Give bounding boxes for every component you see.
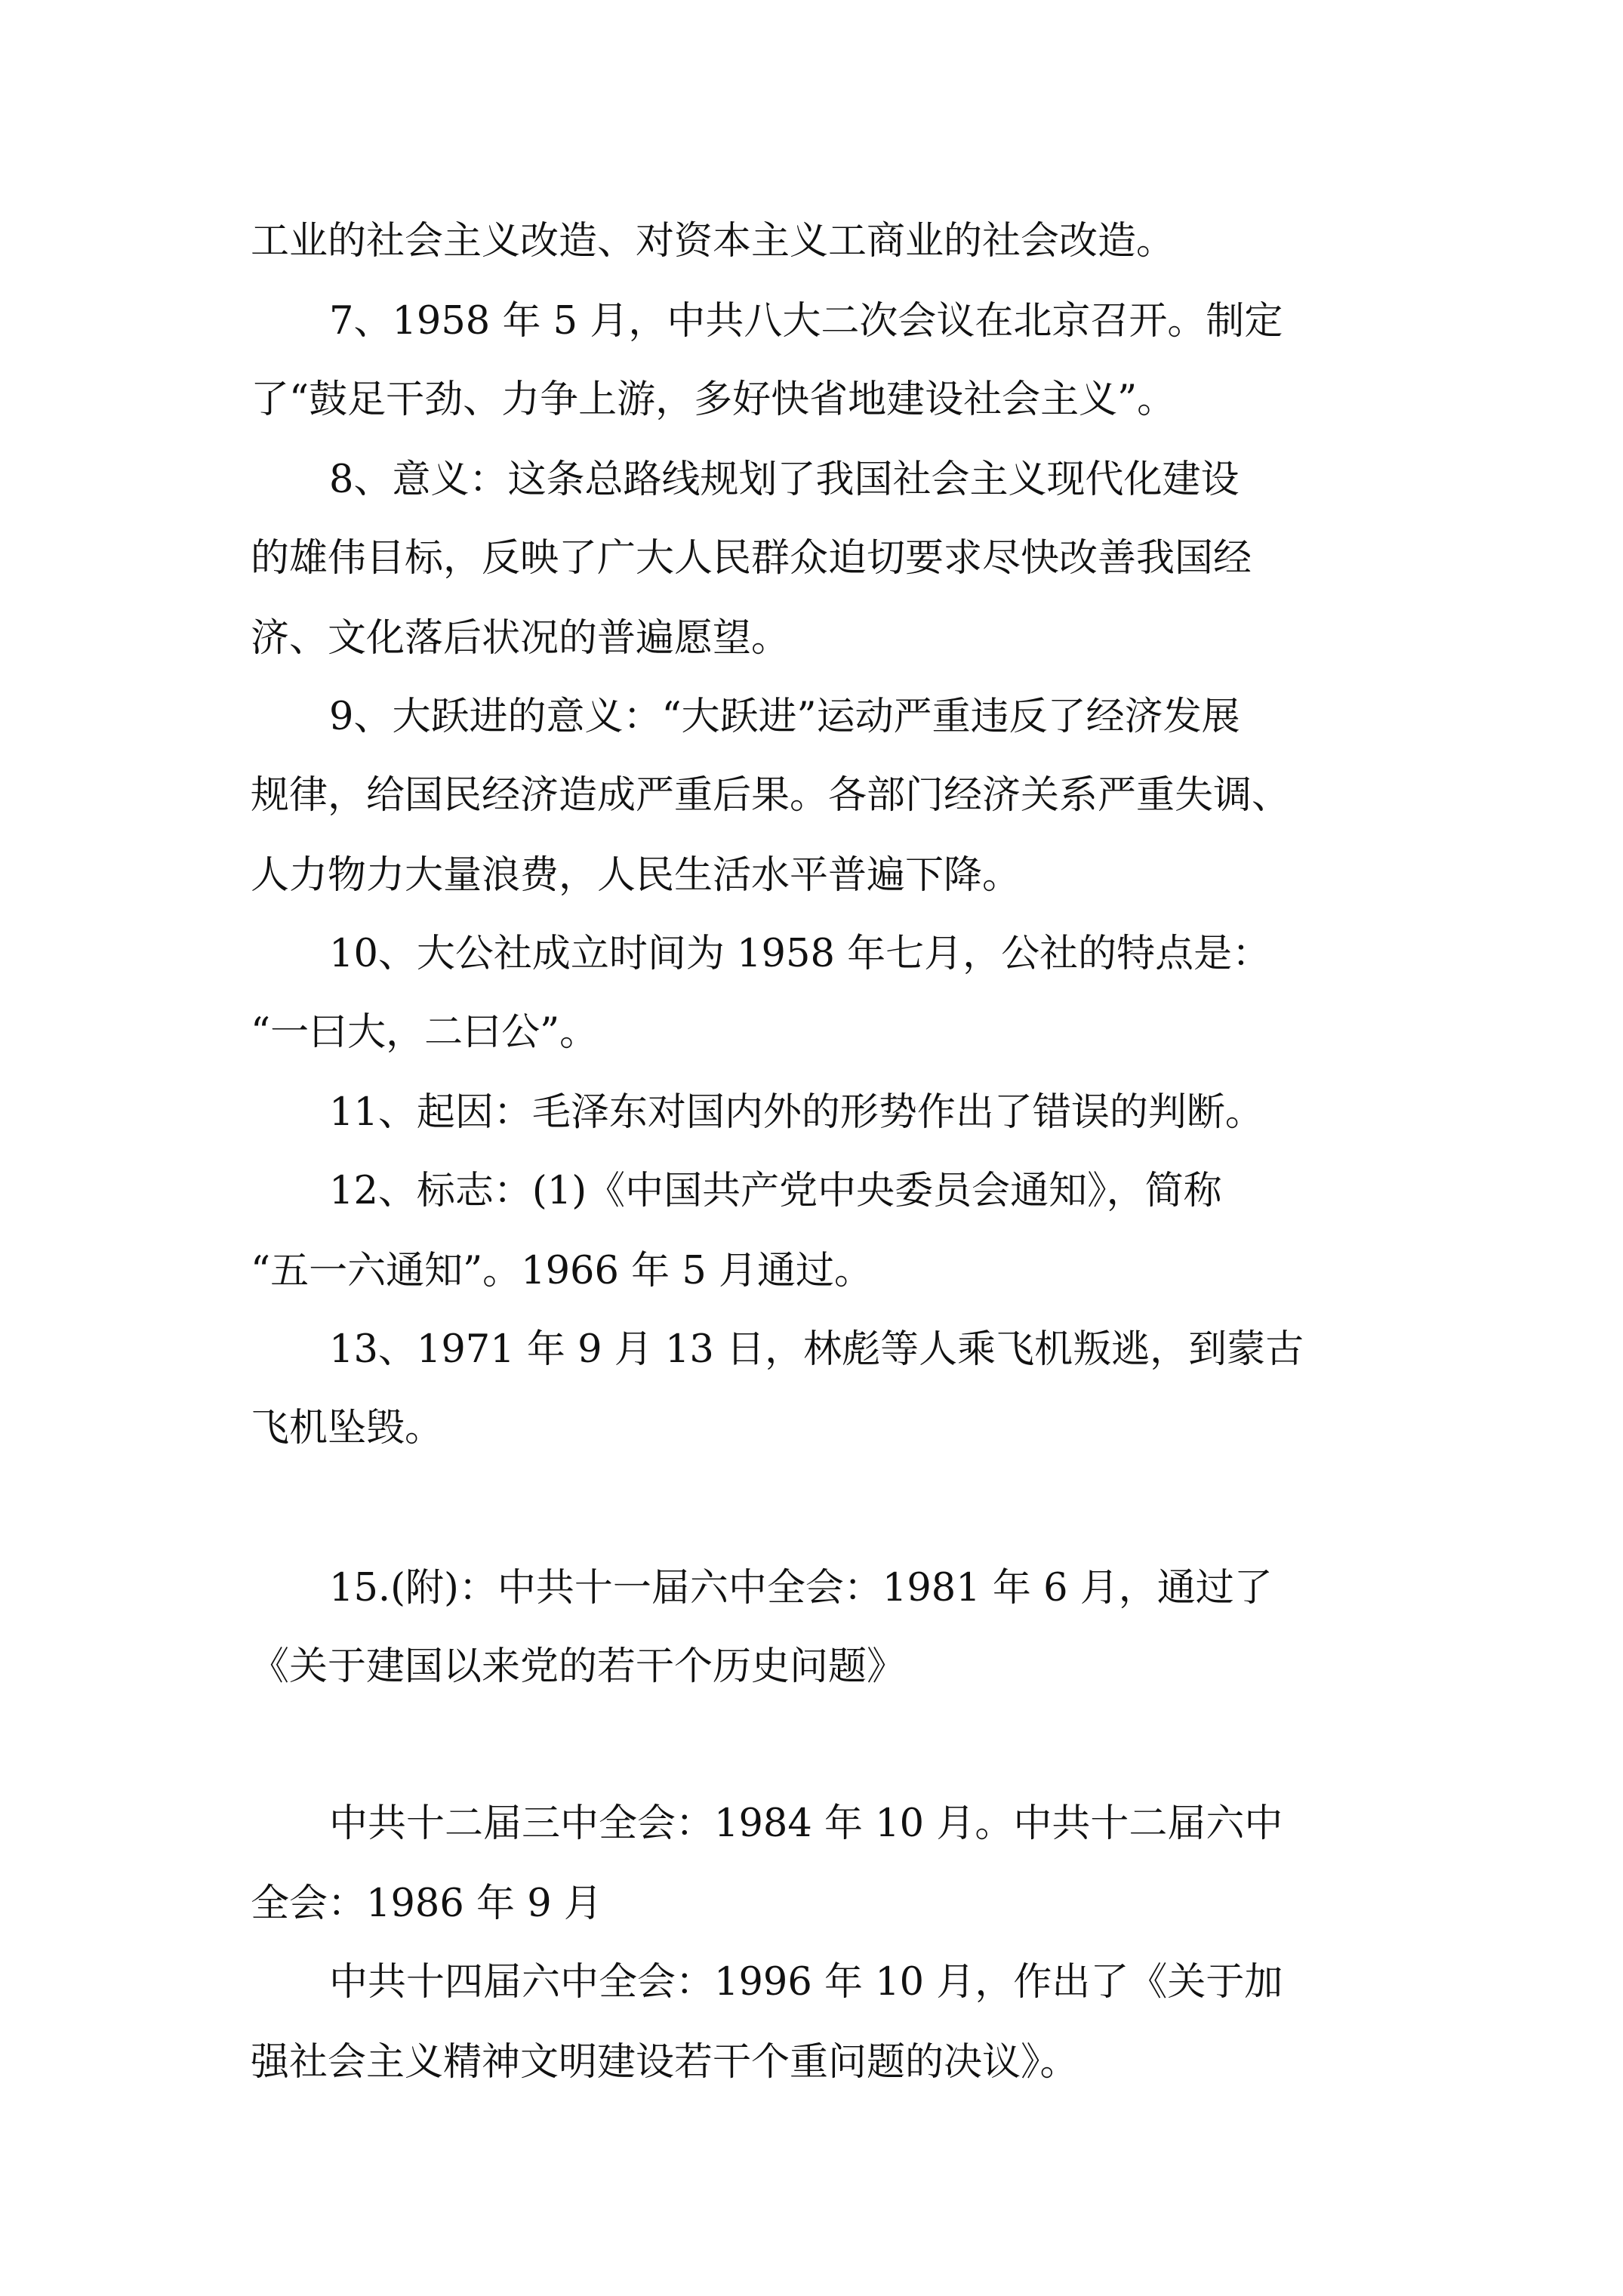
text-line: 济、文化落后状况的普遍愿望。 — [251, 616, 790, 661]
text-line: 11、起因：毛泽东对国内外的形势作出了错误的判断。 — [329, 1090, 1264, 1135]
text-line: 13、1971 年 9 月 13 日，林彪等人乘飞机叛逃，到蒙古 — [329, 1327, 1304, 1372]
text-line: 《关于建国以来党的若干个历史问题》 — [251, 1644, 906, 1689]
text-line: 工业的社会主义改造、对资本主义工商业的社会改造。 — [251, 219, 1175, 264]
text-line: 飞机坠毁。 — [251, 1406, 444, 1450]
text-line: 中共十四届六中全会：1996 年 10 月，作出了《关于加 — [329, 1960, 1283, 2005]
text-line: 9、大跃进的意义：“大跃进”运动严重违反了经济发展 — [329, 695, 1240, 739]
text-line: 了“鼓足干劲、力争上游，多好快省地建设社会主义”。 — [251, 378, 1176, 422]
text-line: 10、大公社成立时间为 1958 年七月，公社的特点是： — [329, 932, 1271, 976]
text-line: 人力物力大量浪费，人民生活水平普遍下降。 — [251, 853, 1021, 898]
text-line: 12、标志：(1)《中国共产党中央委员会通知》，简称 — [329, 1169, 1222, 1213]
text-line: 8、意义：这条总路线规划了我国社会主义现代化建设 — [329, 458, 1240, 502]
text-line: 规律，给国民经济造成严重后果。各部门经济关系严重失调、 — [251, 773, 1291, 818]
text-line: 15.(附)：中共十一届六中全会：1981 年 6 月，通过了 — [329, 1566, 1273, 1610]
text-line: 强社会主义精神文明建设若干个重问题的决议》。 — [251, 2040, 1079, 2085]
text-line: 中共十二届三中全会：1984 年 10 月。中共十二届六中 — [329, 1801, 1283, 1846]
text-line: 全会：1986 年 9 月 — [251, 1881, 602, 1926]
text-line: “一曰大，二曰公”。 — [251, 1010, 599, 1055]
text-line: 7、1958 年 5 月，中共八大二次会议在北京召开。制定 — [329, 299, 1283, 344]
text-line: 的雄伟目标，反映了广大人民群众迫切要求尽快改善我国经 — [251, 536, 1252, 581]
text-line: “五一六通知”。1966 年 5 月通过。 — [251, 1249, 873, 1293]
